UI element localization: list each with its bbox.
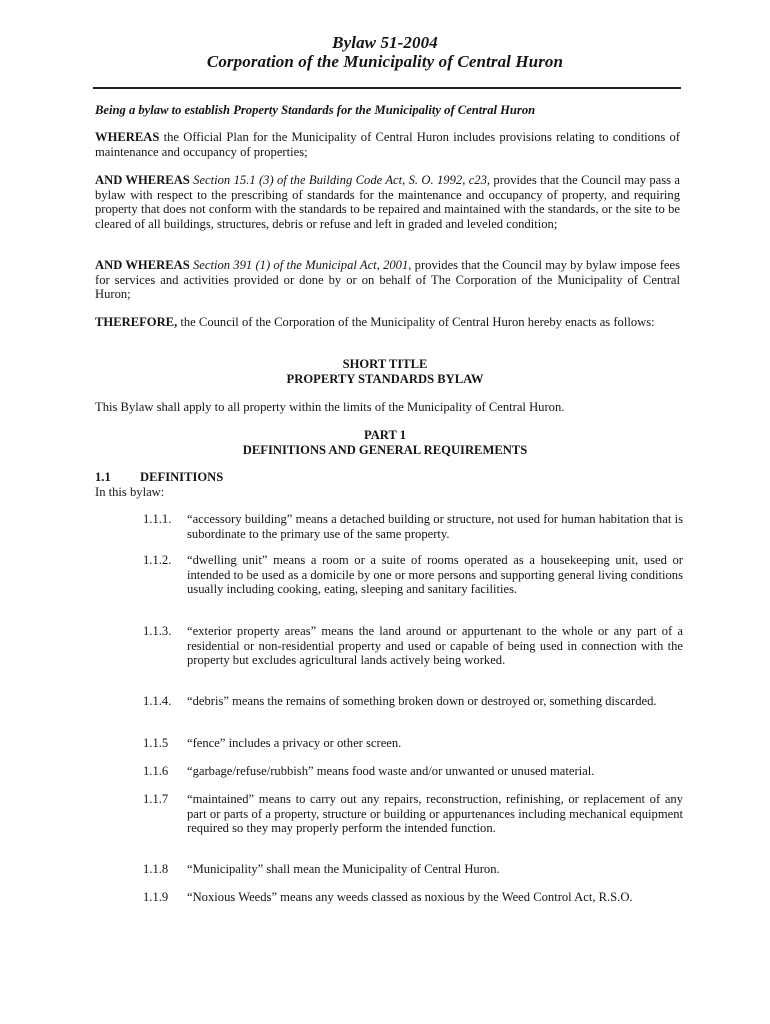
header-divider: [93, 87, 681, 89]
recital-text: provides that the Council may pass a bylaw with respect to the prescribing of standards for the maintenance and occupancy of property, and requiring property that does not conform with the standards to be repaired and maintained with the standards, or the site to be cleared of all buildings, structures, debris or refuse and left in graded and leveled condition;: [95, 173, 680, 231]
recital-text: provides that the Council may by bylaw impose fees for services and activities provided or done by or on behalf of The Corporation of the Municipality of Central Huron;: [95, 258, 680, 302]
definition-text: “Noxious Weeds” means any weeds classed as noxious by the Weed Control Act, R.S.O.: [187, 890, 633, 904]
definition-text: “dwelling unit” means a room or a suite of rooms operated as a housekeeping unit, used or intended to be used as a domicile by one or more persons and supporting general living conditions usually including cooking, eating, sleeping and sanitary facilities.: [187, 553, 683, 597]
recital-reference: Section 391 (1) of the Municipal Act, 2001,: [192, 258, 412, 272]
definition-item: [143, 792, 683, 836]
definition-number: 1.1.4.: [143, 694, 172, 708]
part-heading: PART 1: [363, 428, 407, 442]
definition-number: 1.1.5: [143, 736, 169, 750]
corporation-title: Corporation of the Municipality of Central Huron: [206, 52, 564, 71]
section-number: 1.1: [95, 470, 111, 484]
section-intro: In this bylaw:: [95, 485, 165, 499]
definition-text: “debris” means the remains of something broken down or destroyed or, something discarded.: [187, 694, 657, 708]
enacting-clause: [95, 315, 680, 330]
definition-number: 1.1.9: [143, 890, 169, 904]
definition-item: [143, 862, 683, 877]
application-statement: This Bylaw shall apply to all property within the limits of the Municipality of Central Huron.: [95, 400, 565, 414]
definition-item: [143, 624, 683, 668]
definition-item: [143, 694, 683, 709]
definition-text: “exterior property areas” means the land around or appurtenant to the whole or any part of a residential or non-residential property and used or capable of being used in connection with the property but excludes agricultural lands actively being worked.: [187, 624, 683, 668]
bylaw-number-title: Bylaw 51-2004: [332, 33, 438, 52]
recital-reference: Section 15.1 (3) of the Building Code Act, S. O. 1992, c23,: [193, 173, 491, 187]
recital-lead: THEREFORE,: [95, 315, 178, 329]
definition-number: 1.1.3.: [143, 624, 172, 638]
short-title-heading: SHORT TITLE: [342, 357, 428, 371]
recital-lead: AND WHEREAS: [95, 258, 190, 272]
definition-number: 1.1.7: [143, 792, 169, 806]
definition-number: 1.1.2.: [143, 553, 172, 567]
section-title: DEFINITIONS: [140, 470, 224, 484]
short-title-name: PROPERTY STANDARDS BYLAW: [286, 372, 484, 386]
definition-item: [143, 890, 683, 905]
definition-text: “accessory building” means a detached building or structure, not used for human habitation that is subordinate to the primary use of the same property.: [187, 512, 683, 541]
recital-whereas-1: [95, 130, 680, 159]
definition-item: [143, 553, 683, 597]
definition-number: 1.1.6: [143, 764, 169, 778]
section-heading: [95, 470, 223, 485]
recital-lead: WHEREAS: [95, 130, 160, 144]
recital-whereas-2: [95, 173, 680, 231]
definition-text: “garbage/refuse/rubbish” means food waste and/or unwanted or unused material.: [187, 764, 595, 778]
definition-text: “maintained” means to carry out any repairs, reconstruction, refinishing, or replacement of any part or parts of a property, structure or building or appurtenances including mechanical equipment required so they may properly perform the intended function.: [187, 792, 683, 836]
recital-text: the Official Plan for the Municipality of Central Huron includes provisions relating to conditions of maintenance and occupancy of properties;: [95, 130, 680, 159]
definition-item: [143, 512, 683, 541]
definition-text: “Municipality” shall mean the Municipality of Central Huron.: [187, 862, 500, 876]
bylaw-purpose: Being a bylaw to establish Property Standards for the Municipality of Central Huron: [95, 103, 536, 117]
recital-text: the Council of the Corporation of the Municipality of Central Huron hereby enacts as follows:: [177, 315, 655, 329]
part-title: DEFINITIONS AND GENERAL REQUIREMENTS: [242, 443, 528, 457]
recital-lead: AND WHEREAS: [95, 173, 190, 187]
definition-item: [143, 764, 683, 779]
definition-number: 1.1.8: [143, 862, 169, 876]
definition-text: “fence” includes a privacy or other screen.: [187, 736, 402, 750]
recital-whereas-3: [95, 258, 680, 302]
definition-item: [143, 736, 683, 751]
definition-number: 1.1.1.: [143, 512, 172, 526]
